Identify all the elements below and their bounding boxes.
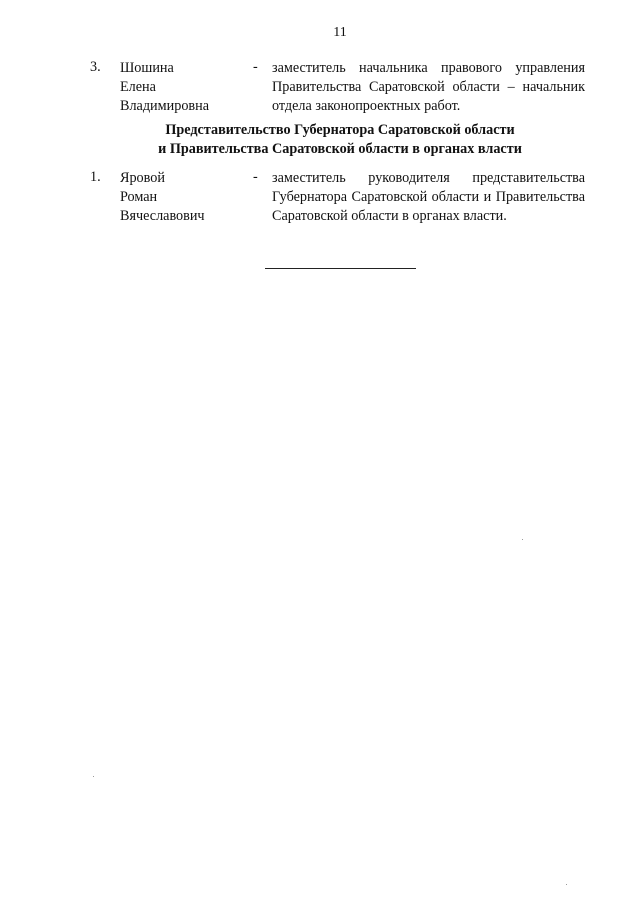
first-name: Роман	[120, 189, 158, 205]
description-line: Саратовской области в органах власти.	[272, 208, 507, 224]
entry-number: 3.	[90, 59, 101, 75]
patronymic: Владимировна	[120, 98, 209, 114]
person-name	[120, 169, 205, 226]
surname: Яровой	[120, 170, 165, 186]
entry-dash: -	[253, 169, 258, 185]
patronymic: Вячеславович	[120, 208, 205, 224]
entry-dash: -	[253, 59, 258, 75]
section-heading-line: Представительство Губернатора Саратовской области	[165, 122, 515, 138]
description-line: отдела законопроектных работ.	[272, 98, 461, 114]
scan-speck	[522, 539, 523, 540]
section-heading-line: и Правительства Саратовской области в органах власти	[158, 141, 522, 157]
description-line: Правительства Саратовской области – начальник	[272, 79, 585, 95]
section-heading	[130, 121, 550, 159]
description-line: заместитель начальника правового управления	[272, 60, 585, 76]
description-line: заместитель руководителя представительства	[272, 170, 585, 186]
description-line: Губернатора Саратовской области и Правительства	[272, 189, 585, 205]
scan-speck	[566, 884, 567, 885]
position-description	[272, 169, 585, 226]
closing-divider	[265, 268, 416, 269]
entry-number: 1.	[90, 169, 101, 185]
scan-speck	[93, 776, 94, 777]
position-description	[272, 59, 585, 116]
person-name	[120, 59, 209, 116]
surname: Шошина	[120, 60, 174, 76]
first-name: Елена	[120, 79, 156, 95]
page-number: 11	[333, 25, 347, 40]
